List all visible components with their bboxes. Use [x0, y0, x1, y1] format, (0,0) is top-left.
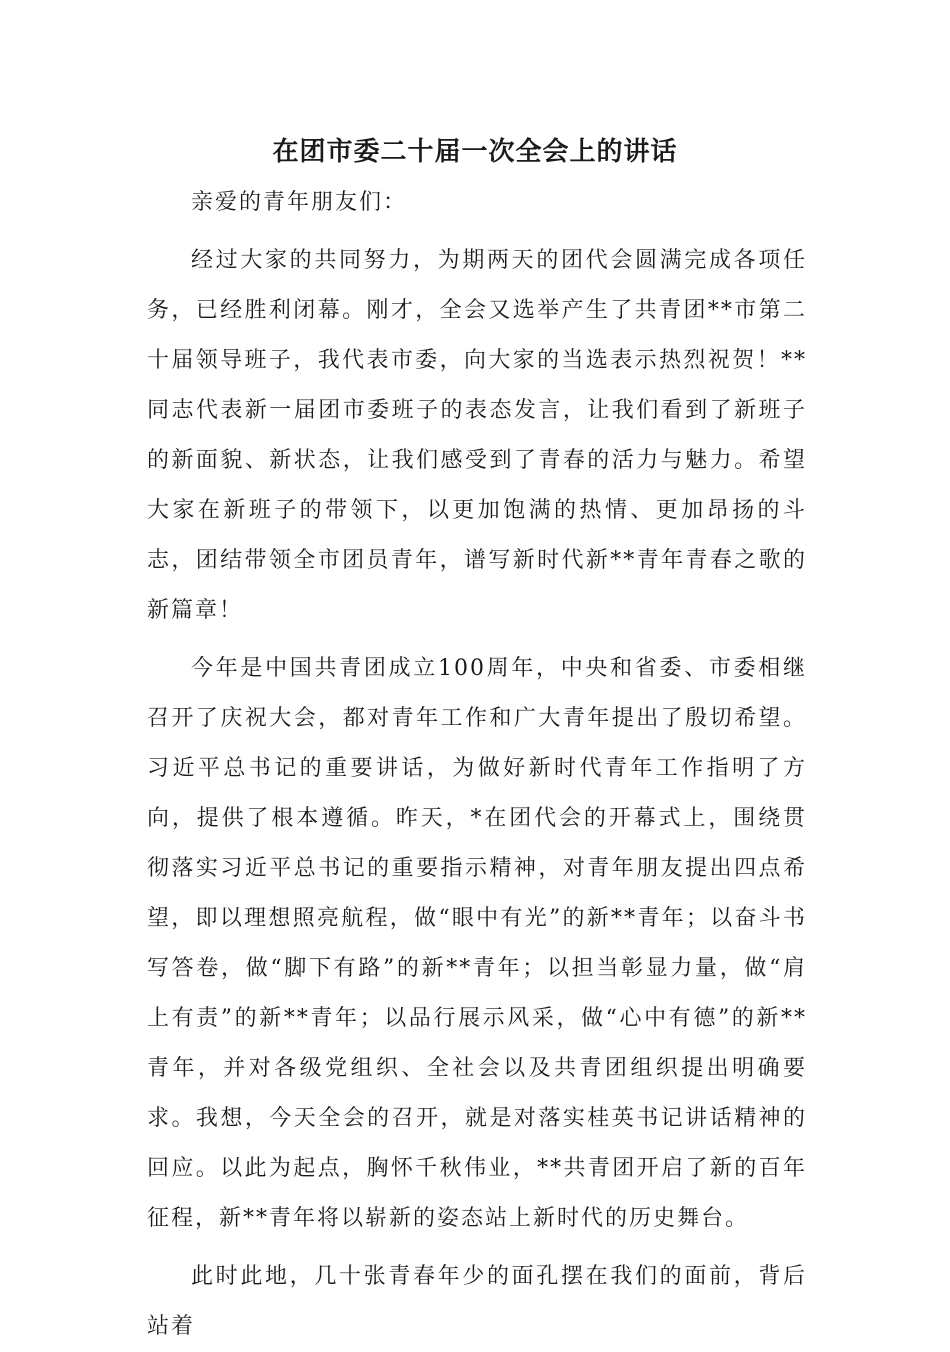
document-title: 在团市委二十届一次全会上的讲话	[272, 137, 678, 167]
salutation: 亲爱的青年朋友们：	[191, 190, 408, 215]
paragraph-1: 经过大家的共同努力，为期两天的团代会圆满完成各项任务，已经胜利闭幕。刚才，全会又选举产生了共青团**市第二十届领导班子，我代表市委，向大家的当选表示热烈祝贺！**同志代表新一届团市委班子的表态发言，让我们看到了新班子的新面貌、新状态，让我们感受到了青春的活力与魅力。希望大家在新班子的带领下，以更加饱满的热情、更加昂扬的斗志，团结带领全市团员青年，谱写新时代新**青年青春之歌的新篇章！	[147, 248, 807, 623]
paragraph-3: 此时此地，几十张青春年少的面孔摆在我们的面前，背后站着	[147, 1264, 807, 1339]
paragraph-2: 今年是中国共青团成立100周年，中央和省委、市委相继召开了庆祝大会，都对青年工作和广大青年提出了殷切希望。习近平总书记的重要讲话，为做好新时代青年工作指明了方向，提供了根本遵循。昨天，*在团代会的开幕式上，围绕贯彻落实习近平总书记的重要指示精神，对青年朋友提出四点希望，即以理想照亮航程，做“眼中有光”的新**青年；以奋斗书写答卷，做“脚下有路”的新**青年；以担当彰显力量，做“肩上有责”的新**青年；以品行展示风采，做“心中有德”的新**青年，并对各级党组织、全社会以及共青团组织提出明确要求。我想，今天全会的召开，就是对落实桂英书记讲话精神的回应。以此为起点，胸怀千秋伟业，**共青团开启了新的百年征程，新**青年将以崭新的姿态站上新时代的历史舞台。	[147, 656, 807, 1231]
document-body	[147, 178, 807, 1352]
